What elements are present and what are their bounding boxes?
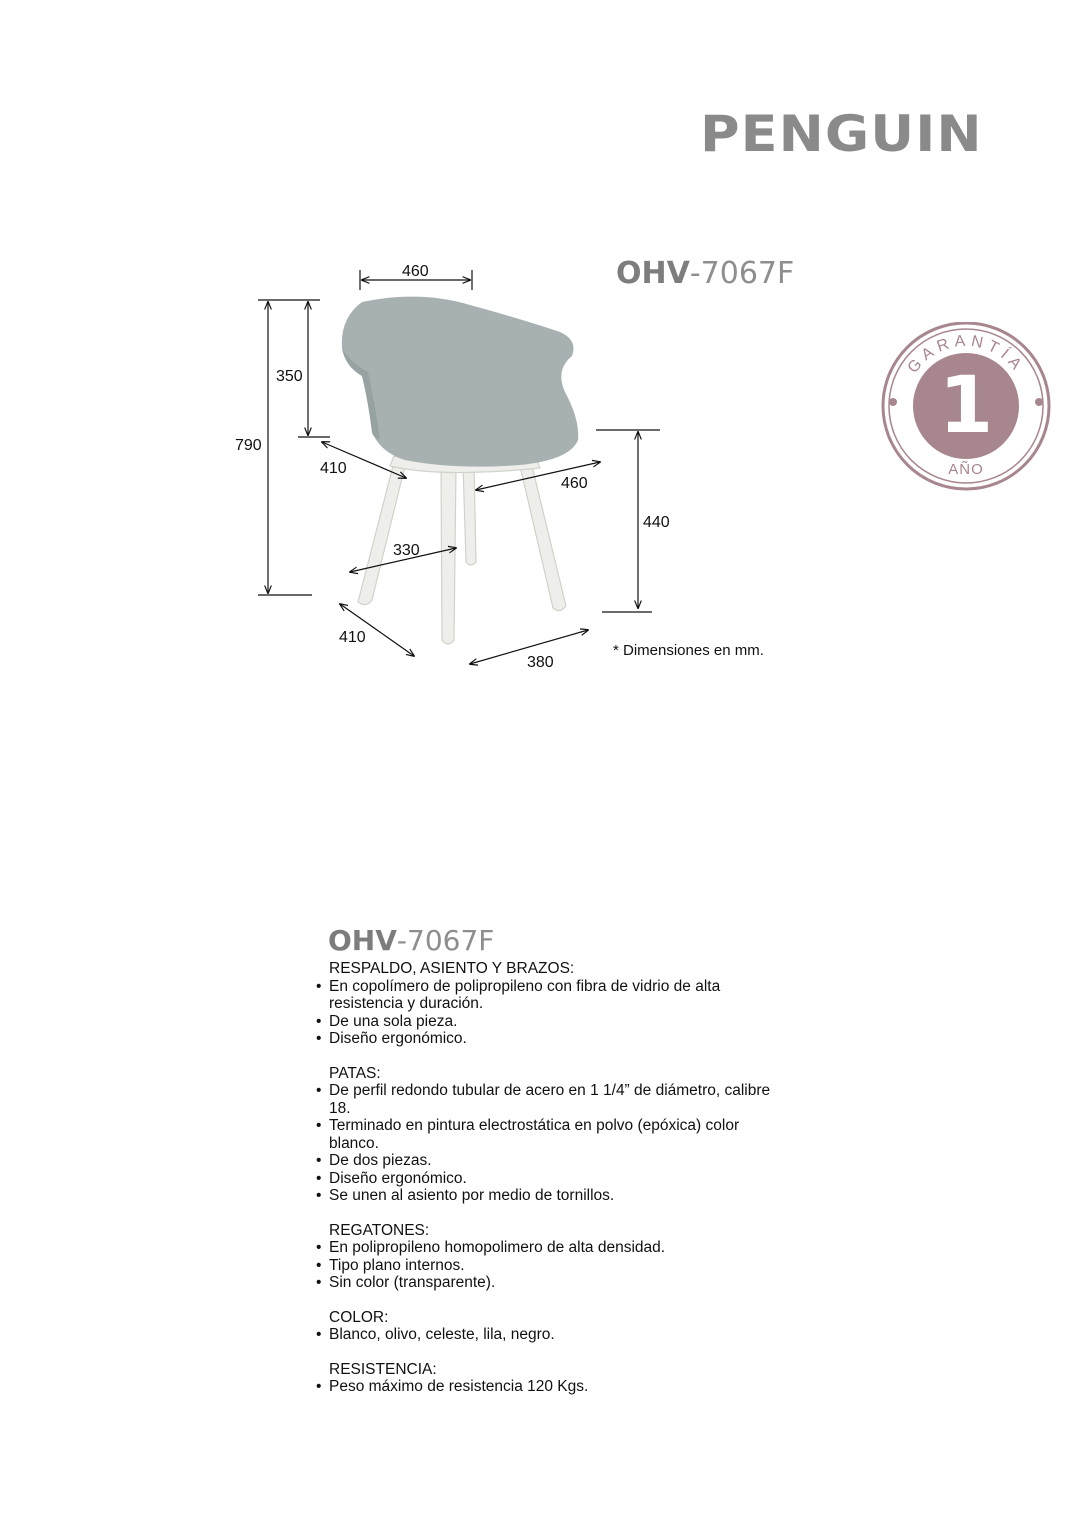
spec-section-resistance bbox=[316, 1361, 786, 1396]
spec-heading: RESISTENCIA: bbox=[329, 1360, 437, 1378]
spec-item: • De una sola pieza. bbox=[316, 1012, 458, 1030]
warranty-unit: AÑO bbox=[948, 461, 984, 478]
spec-heading: RESPALDO, ASIENTO Y BRAZOS: bbox=[329, 960, 575, 977]
specs-title bbox=[328, 924, 494, 958]
spec-item: • Sin color (transparente). bbox=[316, 1274, 496, 1291]
spec-item: • Blanco, olivo, celeste, lila, negro. bbox=[316, 1326, 555, 1343]
spec-item: • Diseño ergonómico. bbox=[316, 1030, 467, 1047]
spec-section-glides bbox=[316, 1222, 786, 1292]
spec-item: • Peso máximo de resistencia 120 Kgs. bbox=[316, 1378, 589, 1395]
spec-item: • Diseño ergonómico. bbox=[316, 1169, 467, 1187]
spec-item: • De perfil redondo tubular de acero en 1 1/4” de diámetro, calibre 18. bbox=[316, 1082, 771, 1117]
spec-item: • Terminado en pintura electrostática en polvo (epóxica) color blanco. bbox=[316, 1117, 740, 1152]
spec-item: • Tipo plano internos. bbox=[316, 1256, 465, 1274]
specs-title-prefix: OHV bbox=[328, 924, 397, 957]
spec-item: • En copolímero de polipropileno con fibra de vidrio de alta resistencia y duración. bbox=[316, 977, 721, 1012]
specifications bbox=[316, 960, 786, 1413]
chair-shell bbox=[342, 297, 578, 467]
warranty-years: 1 bbox=[938, 361, 994, 451]
dim-seat-width-top: 460 bbox=[402, 263, 429, 280]
spec-item: • En polipropileno homopolimero de alta densidad. bbox=[316, 1239, 666, 1256]
dim-leg-inner: 330 bbox=[393, 542, 420, 559]
warranty-label: GARANTÍA bbox=[904, 332, 1028, 377]
warranty-badge bbox=[878, 322, 1054, 492]
dim-seat-width: 460 bbox=[561, 475, 588, 492]
spec-item: • Se unen al asiento por medio de tornillos. bbox=[316, 1187, 615, 1204]
dim-base-depth: 410 bbox=[339, 629, 366, 646]
model-prefix: OHV bbox=[616, 256, 690, 291]
dimensions-note: * Dimensiones en mm. bbox=[613, 642, 764, 659]
spec-heading: PATAS: bbox=[329, 1064, 381, 1082]
chair-legs bbox=[358, 456, 566, 644]
dim-total-height: 790 bbox=[235, 437, 262, 454]
specs-title-suffix: -7067F bbox=[396, 924, 495, 957]
dim-seat-depth: 410 bbox=[320, 460, 347, 477]
dim-seat-height: 440 bbox=[643, 514, 670, 531]
brand-logo: PENGUIN bbox=[700, 105, 983, 163]
spec-heading: COLOR: bbox=[329, 1308, 389, 1326]
spec-heading: REGATONES: bbox=[329, 1221, 430, 1239]
spec-section-shell bbox=[316, 960, 786, 1048]
model-suffix: -7067F bbox=[689, 256, 795, 291]
dim-base-width: 380 bbox=[527, 654, 554, 671]
spec-section-color bbox=[316, 1309, 786, 1344]
dim-backrest-height: 350 bbox=[276, 368, 303, 385]
spec-section-legs bbox=[316, 1065, 786, 1205]
spec-item: • De dos piezas. bbox=[316, 1152, 432, 1169]
